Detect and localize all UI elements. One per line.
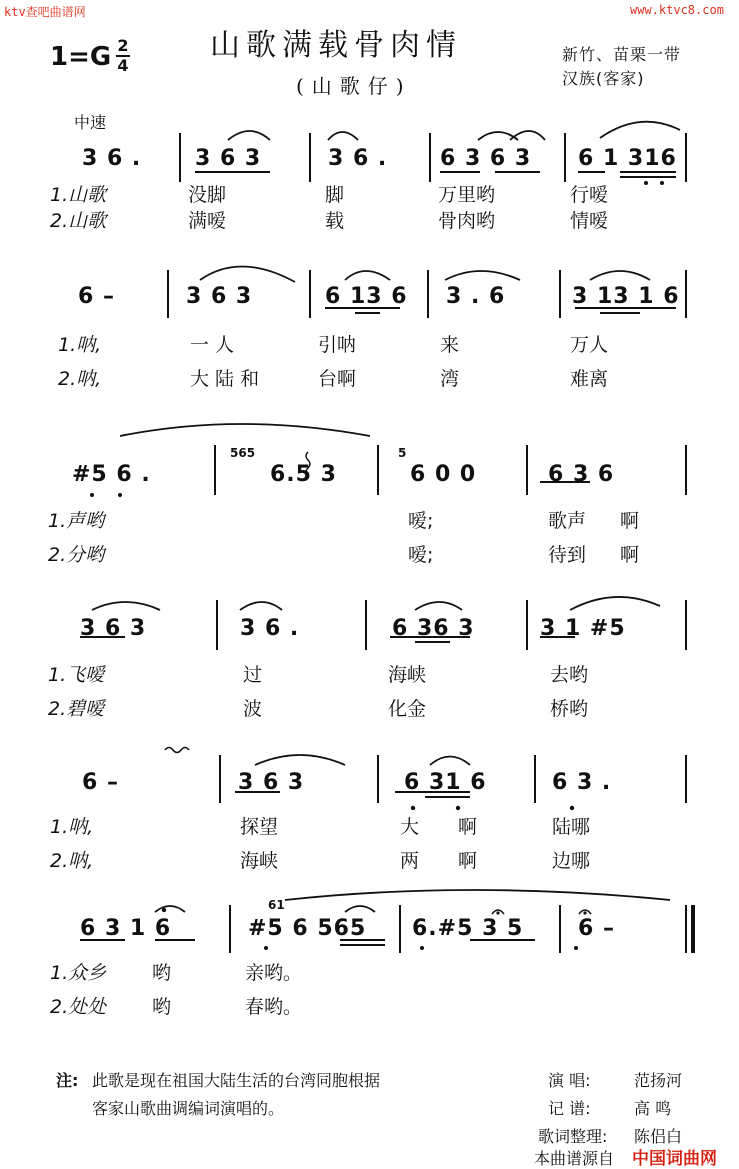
credit-performer-name: 范扬河 bbox=[634, 1071, 683, 1090]
notes-row1-m4: 6 3 6 3 bbox=[440, 146, 532, 171]
time-signature bbox=[116, 38, 130, 74]
notes-row6-m3: 6.#5 3 5 bbox=[412, 916, 524, 941]
lyric-r6-v2-c: 春哟。 bbox=[245, 996, 303, 1018]
notes-row1-m3: 3 6 . bbox=[328, 146, 388, 171]
notes-row4-m3: 6 36 3 bbox=[392, 616, 475, 641]
lyric-r1-v2-c: 载 bbox=[325, 210, 345, 232]
notes-row2-m5: 3 13 1 6 bbox=[572, 284, 680, 309]
lyric-r5-v2-c: 两 bbox=[400, 850, 420, 872]
notes-row6-m4: 6 – bbox=[578, 916, 615, 941]
lyric-r2-v2-c: 台啊 bbox=[318, 368, 357, 390]
notes-row5-m4: 6 3 . bbox=[552, 770, 612, 795]
lyric-r6-v2-b: 哟 bbox=[152, 996, 172, 1018]
lyric-r1-v1-e: 行嗳 bbox=[570, 184, 609, 206]
grace-notes-r3-b: 5 bbox=[398, 446, 407, 460]
lyric-r5-v2-e: 边哪 bbox=[552, 850, 591, 872]
lyric-r4-v1-b: 过 bbox=[243, 664, 263, 686]
notes-row4-m1: 3 6 3 bbox=[80, 616, 147, 641]
lyric-r1-v2-a: 2.山歌 bbox=[50, 210, 107, 232]
lyric-r5-v1-c: 大 bbox=[400, 816, 420, 838]
watermark-right: www.ktvc8.com bbox=[630, 3, 724, 17]
lyric-r4-v1-d: 去哟 bbox=[550, 664, 589, 686]
lyric-r3-v2-b: 嗳; bbox=[408, 544, 434, 566]
source-label: 本曲谱源自 bbox=[534, 1149, 615, 1168]
notes-row5-m1: 6 – bbox=[82, 770, 119, 795]
notes-row1-m2: 3 6 3 bbox=[195, 146, 262, 171]
notes-row6-m1: 6 3 1 6 bbox=[80, 916, 172, 941]
lyric-r3-v2-d: 啊 bbox=[620, 544, 640, 566]
lyric-r2-v1-c: 引呐 bbox=[318, 334, 357, 356]
lyric-r2-v2-e: 难离 bbox=[570, 368, 609, 390]
lyric-r1-v1-b: 没脚 bbox=[188, 184, 227, 206]
notes-row3-m3: 6 0 0 bbox=[410, 462, 477, 487]
lyric-r5-v2-a: 2.呐, bbox=[50, 850, 94, 872]
notes-row3-m1: #5 6 . bbox=[72, 462, 151, 487]
footnote-label: 注: bbox=[56, 1071, 79, 1090]
lyric-r2-v2-a: 2.呐, bbox=[58, 368, 102, 390]
time-bottom: 4 bbox=[117, 56, 129, 75]
lyric-r2-v2-b: 大 陆 和 bbox=[190, 368, 260, 390]
notes-row5-m3: 6 31 6 bbox=[404, 770, 487, 795]
notes-row5-m2: 3 6 3 bbox=[238, 770, 305, 795]
lyric-r3-v2-a: 2.分哟 bbox=[48, 544, 105, 566]
lyric-r5-v1-a: 1.呐, bbox=[50, 816, 94, 838]
notes-row3-m4: 6 3 6 bbox=[548, 462, 615, 487]
origin-region: 新竹、苗栗一带 bbox=[562, 45, 682, 64]
lyric-r6-v2-a: 2.处处 bbox=[50, 996, 107, 1018]
notes-row3-m2: 6.5 3 bbox=[270, 462, 337, 487]
credit-notation-name: 高 鸣 bbox=[634, 1099, 672, 1118]
credit-notation-role: 记 谱: bbox=[548, 1099, 591, 1118]
lyric-r2-v2-d: 湾 bbox=[440, 368, 460, 390]
footnote-line2: 客家山歌曲调编词演唱的。 bbox=[92, 1099, 285, 1118]
notes-row6-m2: #5 6 565 bbox=[248, 916, 367, 941]
lyric-r1-v2-b: 满嗳 bbox=[188, 210, 227, 232]
song-subtitle: (山歌仔) bbox=[296, 74, 412, 98]
credit-performer-role: 演 唱: bbox=[548, 1071, 591, 1090]
lyric-r2-v1-e: 万人 bbox=[570, 334, 609, 356]
origin-ethnicity: 汉族(客家) bbox=[562, 69, 645, 88]
notes-row2-m4: 3 . 6 bbox=[446, 284, 506, 309]
lyric-r6-v1-b: 哟 bbox=[152, 962, 172, 984]
source-site-logo[interactable]: 中国词曲网 bbox=[632, 1149, 717, 1169]
footnote-line1: 此歌是现在祖国大陆生活的台湾同胞根据 bbox=[92, 1071, 381, 1090]
notes-row4-m2: 3 6 . bbox=[240, 616, 300, 641]
lyric-r5-v1-b: 探望 bbox=[240, 816, 279, 838]
lyric-r4-v2-d: 桥哟 bbox=[550, 698, 589, 720]
song-title: 山歌满载骨肉情 bbox=[210, 28, 462, 63]
notes-row2-m1: 6 – bbox=[78, 284, 115, 309]
lyric-r4-v2-a: 2.碧嗳 bbox=[48, 698, 105, 720]
grace-notes-r6: 61 bbox=[268, 898, 285, 912]
lyric-r4-v2-b: 波 bbox=[243, 698, 263, 720]
notes-row1-m5: 6 1 316 bbox=[578, 146, 677, 171]
notes-row1-m1: 3 6 . bbox=[82, 146, 142, 171]
lyric-r5-v1-e: 陆哪 bbox=[552, 816, 591, 838]
lyric-r3-v1-a: 1.声哟 bbox=[48, 510, 105, 532]
lyric-r1-v1-a: 1.山歌 bbox=[50, 184, 107, 206]
lyric-r4-v1-a: 1.飞嗳 bbox=[48, 664, 105, 686]
key-signature: 1=G bbox=[50, 42, 112, 72]
lyric-r3-v1-d: 啊 bbox=[620, 510, 640, 532]
credit-lyrics-name: 陈侣白 bbox=[634, 1127, 683, 1146]
lyric-r2-v1-a: 1.呐, bbox=[58, 334, 102, 356]
lyric-r2-v1-b: 一 人 bbox=[190, 334, 235, 356]
lyric-r5-v2-d: 啊 bbox=[458, 850, 478, 872]
lyric-r1-v1-c: 脚 bbox=[325, 184, 345, 206]
tempo-marking: 中速 bbox=[74, 113, 107, 132]
watermark-left: ktv查吧曲谱网 bbox=[4, 5, 86, 19]
notes-row2-m3: 6 13 6 bbox=[325, 284, 408, 309]
lyric-r4-v2-c: 化金 bbox=[388, 698, 427, 720]
lyric-r3-v1-b: 嗳; bbox=[408, 510, 434, 532]
notes-row4-m4: 3 1 #5 bbox=[540, 616, 626, 641]
lyric-r3-v2-c: 待到 bbox=[548, 544, 587, 566]
lyric-r5-v1-d: 啊 bbox=[458, 816, 478, 838]
credit-lyrics-role: 歌词整理: bbox=[538, 1127, 608, 1146]
lyric-r1-v2-d: 骨肉哟 bbox=[438, 210, 496, 232]
lyric-r4-v1-c: 海峡 bbox=[388, 664, 427, 686]
lyric-r5-v2-b: 海峡 bbox=[240, 850, 279, 872]
lyric-r1-v2-e: 情嗳 bbox=[570, 210, 609, 232]
lyric-r3-v1-c: 歌声 bbox=[548, 510, 587, 532]
lyric-r6-v1-a: 1.众乡 bbox=[50, 962, 107, 984]
notes-row2-m2: 3 6 3 bbox=[186, 284, 253, 309]
lyric-r1-v1-d: 万里哟 bbox=[438, 184, 496, 206]
lyric-r6-v1-c: 亲哟。 bbox=[245, 962, 303, 984]
grace-notes-r3-a: 565 bbox=[230, 446, 256, 460]
lyric-r2-v1-d: 来 bbox=[440, 334, 460, 356]
time-top: 2 bbox=[117, 36, 129, 55]
